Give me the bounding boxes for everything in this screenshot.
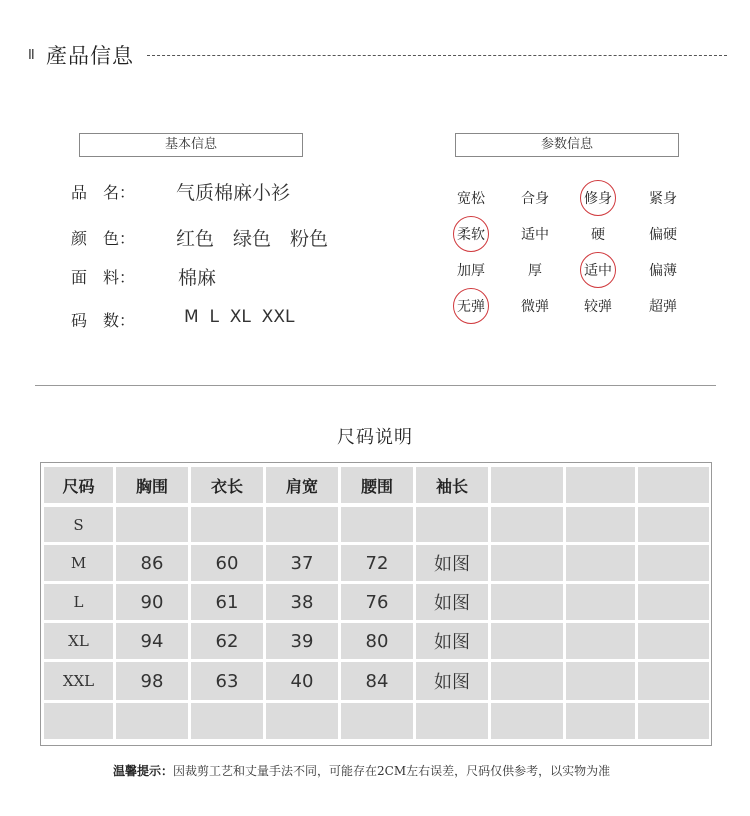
table-cell: S — [44, 507, 113, 542]
table-cell — [116, 703, 188, 739]
table-cell — [416, 703, 488, 739]
table-cell: M — [44, 545, 113, 581]
param-item-selected: 无弹 — [449, 296, 493, 316]
param-item: 加厚 — [457, 263, 485, 279]
table-cell — [491, 623, 563, 659]
basic-info-label: 码 数 — [71, 311, 120, 330]
param-item-selected: 柔软 — [449, 224, 493, 244]
table-cell — [116, 507, 188, 542]
param-item: 厚 — [528, 263, 542, 279]
header-bars: II — [28, 48, 34, 63]
table-cell — [638, 584, 709, 620]
table-header-cell: 袖长 — [416, 467, 488, 503]
param-item: 较弹 — [584, 299, 612, 315]
table-cell: 40 — [266, 662, 338, 700]
table-cell: XXL — [44, 662, 113, 700]
table-cell: 90 — [116, 584, 188, 620]
table-cell: 37 — [266, 545, 338, 581]
basic-info-colon: ： — [119, 183, 136, 202]
table-cell — [491, 584, 563, 620]
table-cell: 如图 — [416, 662, 488, 700]
table-cell: 63 — [191, 662, 263, 700]
table-cell — [566, 545, 635, 581]
basic-info-row — [71, 265, 135, 288]
table-header-cell — [491, 467, 563, 503]
table-cell — [491, 507, 563, 542]
table-header-cell: 尺码 — [44, 467, 113, 503]
basic-info-value: M L XL XXL — [184, 307, 295, 327]
param-item: 超弹 — [649, 299, 677, 315]
table-cell: 39 — [266, 623, 338, 659]
basic-info-value: 气质棉麻小衫 — [176, 182, 291, 204]
param-item: 偏硬 — [649, 227, 677, 243]
table-cell: 如图 — [416, 584, 488, 620]
table-cell: XL — [44, 623, 113, 659]
table-cell: 38 — [266, 584, 338, 620]
size-note — [113, 762, 610, 779]
table-cell — [638, 545, 709, 581]
table-cell — [638, 703, 709, 739]
basic-info-title: 基本信息 — [79, 133, 303, 157]
table-cell — [44, 703, 113, 739]
table-cell — [638, 662, 709, 700]
table-cell — [566, 623, 635, 659]
header-dashed-line — [147, 55, 727, 56]
table-cell — [341, 703, 413, 739]
table-cell — [491, 662, 563, 700]
table-header-cell — [638, 467, 709, 503]
table-cell: 76 — [341, 584, 413, 620]
table-header-cell: 衣长 — [191, 467, 263, 503]
basic-info-label: 面 料 — [71, 268, 120, 287]
table-cell: 如图 — [416, 545, 488, 581]
table-cell — [491, 545, 563, 581]
table-cell: 60 — [191, 545, 263, 581]
table-cell — [566, 662, 635, 700]
basic-info-row — [71, 226, 135, 249]
table-header-cell: 胸围 — [116, 467, 188, 503]
page-title: 產品信息 — [46, 44, 134, 68]
table-cell — [341, 507, 413, 542]
table-cell — [266, 703, 338, 739]
table-cell — [266, 507, 338, 542]
table-cell — [491, 703, 563, 739]
section-divider — [35, 385, 716, 386]
table-cell: 62 — [191, 623, 263, 659]
size-note-label: 温馨提示： — [113, 764, 174, 778]
table-cell — [416, 507, 488, 542]
size-note-text: 因裁剪工艺和丈量手法不同，可能存在2CM左右误差，尺码仅供参考，以实物为准 — [173, 764, 611, 778]
table-cell: 98 — [116, 662, 188, 700]
param-item: 宽松 — [457, 191, 485, 207]
table-cell: 86 — [116, 545, 188, 581]
table-header-cell — [566, 467, 635, 503]
basic-info-row — [71, 180, 135, 203]
table-cell: L — [44, 584, 113, 620]
table-header-cell: 腰围 — [341, 467, 413, 503]
param-item-selected: 修身 — [576, 188, 620, 208]
table-cell — [566, 507, 635, 542]
table-header-cell: 肩宽 — [266, 467, 338, 503]
table-cell: 84 — [341, 662, 413, 700]
param-item: 硬 — [591, 227, 605, 243]
param-item: 紧身 — [649, 191, 677, 207]
table-cell — [191, 507, 263, 542]
param-item: 合身 — [521, 191, 549, 207]
table-cell: 80 — [341, 623, 413, 659]
table-cell: 72 — [341, 545, 413, 581]
basic-info-colon: ： — [119, 229, 136, 248]
basic-info-label: 颜 色 — [71, 229, 120, 248]
size-table — [40, 462, 712, 746]
basic-info-colon: ： — [119, 311, 136, 330]
param-item-selected: 适中 — [576, 260, 620, 280]
table-cell: 如图 — [416, 623, 488, 659]
table-cell — [566, 584, 635, 620]
param-info-title: 参数信息 — [455, 133, 679, 157]
table-cell — [566, 703, 635, 739]
size-chart-title: 尺码说明 — [337, 427, 413, 448]
basic-info-colon: ： — [119, 268, 136, 287]
table-cell — [638, 507, 709, 542]
param-item: 适中 — [521, 227, 549, 243]
table-cell — [191, 703, 263, 739]
basic-info-value: 红色 绿色 粉色 — [176, 228, 329, 250]
table-cell: 61 — [191, 584, 263, 620]
basic-info-label: 品 名 — [71, 183, 120, 202]
table-cell — [638, 623, 709, 659]
basic-info-row — [71, 308, 135, 331]
param-item: 微弹 — [521, 299, 549, 315]
table-cell: 94 — [116, 623, 188, 659]
param-item: 偏薄 — [649, 263, 677, 279]
basic-info-value: 棉麻 — [178, 267, 217, 289]
